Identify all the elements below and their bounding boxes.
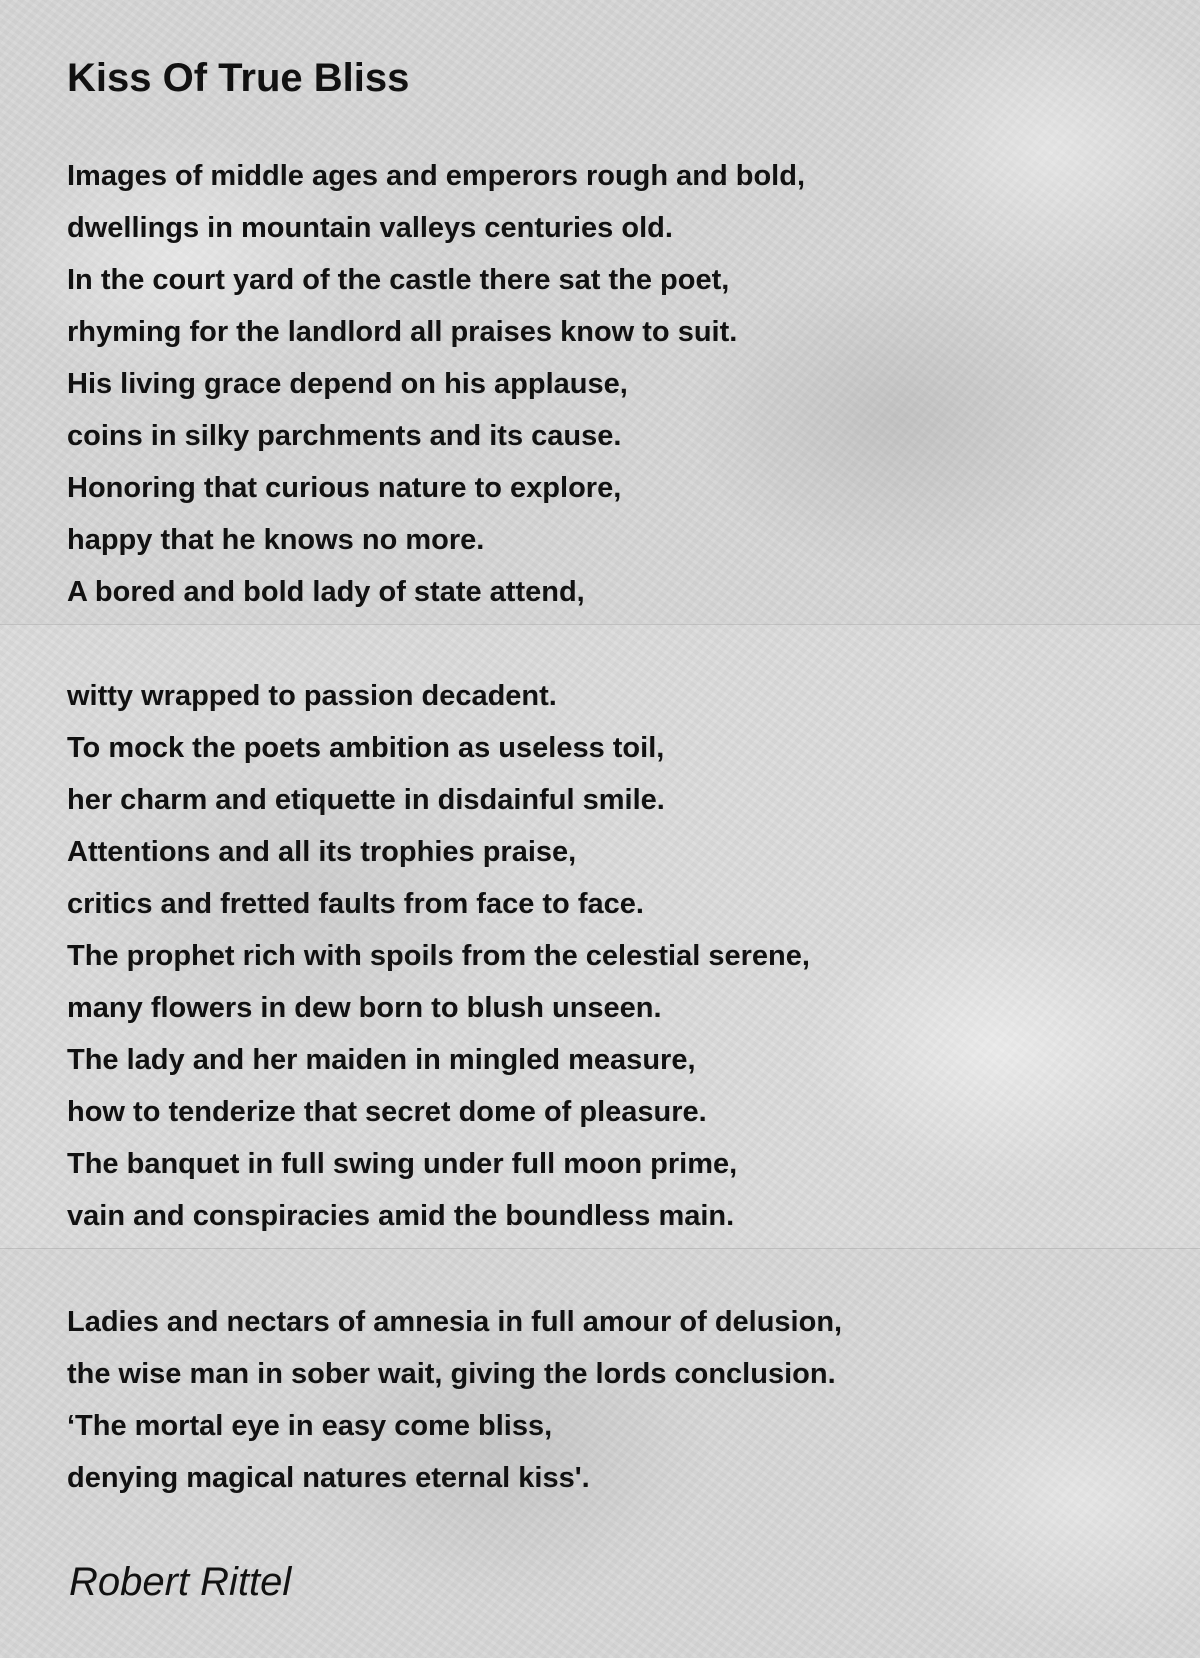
poem-line: rhyming for the landlord all praises know to suit. — [67, 316, 738, 348]
poem-line: Images of middle ages and emperors rough and bold, — [67, 160, 806, 192]
poem-line: ‘The mortal eye in easy come bliss, — [67, 1410, 553, 1442]
poem-line: coins in silky parchments and its cause. — [67, 420, 622, 452]
poem-line: dwellings in mountain valleys centuries old. — [67, 212, 673, 244]
poem-line: many flowers in dew born to blush unseen. — [67, 992, 662, 1024]
poem-line: happy that he knows no more. — [67, 524, 485, 556]
poem-line: witty wrapped to passion decadent. — [67, 680, 557, 712]
poem-line: The prophet rich with spoils from the celestial serene, — [67, 940, 810, 972]
stanza-2 — [67, 670, 810, 1242]
poem-line: His living grace depend on his applause, — [67, 368, 628, 400]
poem-title: Kiss Of True Bliss — [67, 56, 410, 100]
poem-line: Attentions and all its trophies praise, — [67, 836, 577, 868]
band-divider — [0, 624, 1200, 625]
poem-line: The lady and her maiden in mingled measure, — [67, 1044, 696, 1076]
poem-line: The banquet in full swing under full moon prime, — [67, 1148, 738, 1180]
poem-author: Robert Rittel — [69, 1560, 292, 1604]
poem-line: In the court yard of the castle there sat the poet, — [67, 264, 730, 296]
poem-line: vain and conspiracies amid the boundless main. — [67, 1200, 735, 1232]
poem-line: A bored and bold lady of state attend, — [67, 576, 585, 608]
band-divider — [0, 1248, 1200, 1249]
poem-line: the wise man in sober wait, giving the lords conclusion. — [67, 1358, 836, 1390]
poem-line: critics and fretted faults from face to face. — [67, 888, 644, 920]
poem-line: denying magical natures eternal kiss'. — [67, 1462, 590, 1494]
poem-line: To mock the poets ambition as useless toil, — [67, 732, 665, 764]
stanza-1 — [67, 150, 805, 618]
poem-line: her charm and etiquette in disdainful smile. — [67, 784, 665, 816]
poem-line: how to tenderize that secret dome of pleasure. — [67, 1096, 707, 1128]
stanza-3 — [67, 1296, 842, 1504]
poem-line: Ladies and nectars of amnesia in full amour of delusion, — [67, 1306, 843, 1338]
poem-line: Honoring that curious nature to explore, — [67, 472, 622, 504]
